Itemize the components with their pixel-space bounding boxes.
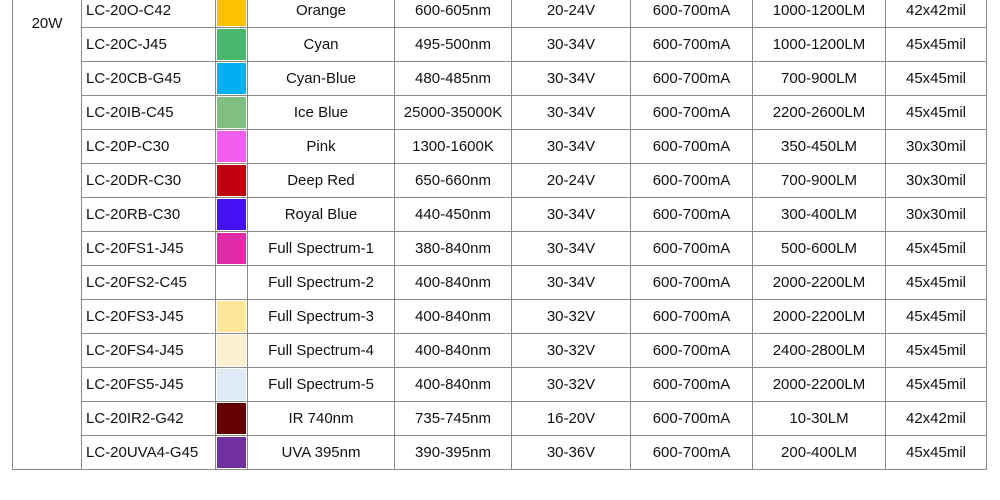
color-swatch [216, 300, 248, 334]
table-row [13, 96, 987, 130]
table-row [13, 368, 987, 402]
current-cell: 600-700mA [631, 164, 753, 198]
color-swatch [216, 334, 248, 368]
color-swatch-fill [217, 301, 246, 332]
color-name-cell: Pink [248, 130, 395, 164]
color-name-cell: Full Spectrum-3 [248, 300, 395, 334]
color-swatch [216, 368, 248, 402]
lumen-cell: 2200-2600LM [753, 96, 886, 130]
wavelength-cell: 650-660nm [395, 164, 512, 198]
lumen-cell: 2000-2200LM [753, 266, 886, 300]
table-row [13, 232, 987, 266]
model-cell: LC-20P-C30 [82, 130, 216, 164]
current-cell: 600-700mA [631, 334, 753, 368]
model-cell: LC-20FS4-J45 [82, 334, 216, 368]
chip-size-cell: 45x45mil [886, 96, 987, 130]
led-spec-table [12, 0, 987, 470]
color-swatch [216, 402, 248, 436]
color-swatch [216, 62, 248, 96]
voltage-cell: 30-34V [512, 62, 631, 96]
current-cell: 600-700mA [631, 198, 753, 232]
table-row [13, 300, 987, 334]
model-cell: LC-20UVA4-G45 [82, 436, 216, 470]
wavelength-cell: 400-840nm [395, 368, 512, 402]
model-cell: LC-20C-J45 [82, 28, 216, 62]
table-row [13, 334, 987, 368]
current-cell: 600-700mA [631, 96, 753, 130]
color-swatch [216, 266, 248, 300]
color-name-cell: Cyan [248, 28, 395, 62]
color-name-cell: Cyan-Blue [248, 62, 395, 96]
model-cell: LC-20FS5-J45 [82, 368, 216, 402]
table-row [13, 0, 987, 28]
table-row [13, 198, 987, 232]
wavelength-cell: 480-485nm [395, 62, 512, 96]
chip-size-cell: 30x30mil [886, 130, 987, 164]
color-name-cell: Full Spectrum-2 [248, 266, 395, 300]
chip-size-cell: 45x45mil [886, 334, 987, 368]
color-name-cell: Deep Red [248, 164, 395, 198]
wavelength-cell: 25000-35000K [395, 96, 512, 130]
model-cell: LC-20RB-C30 [82, 198, 216, 232]
voltage-cell: 30-34V [512, 232, 631, 266]
wavelength-cell: 400-840nm [395, 300, 512, 334]
color-swatch [216, 232, 248, 266]
color-swatch [216, 198, 248, 232]
lumen-cell: 500-600LM [753, 232, 886, 266]
chip-size-cell: 45x45mil [886, 368, 987, 402]
wavelength-cell: 390-395nm [395, 436, 512, 470]
chip-size-cell: 45x45mil [886, 266, 987, 300]
table-row [13, 402, 987, 436]
model-cell: LC-20FS3-J45 [82, 300, 216, 334]
lumen-cell: 300-400LM [753, 198, 886, 232]
lumen-cell: 2000-2200LM [753, 300, 886, 334]
color-swatch-fill [217, 233, 246, 264]
current-cell: 600-700mA [631, 130, 753, 164]
color-name-cell: UVA 395nm [248, 436, 395, 470]
voltage-cell: 30-34V [512, 266, 631, 300]
voltage-cell: 30-32V [512, 334, 631, 368]
table-row [13, 266, 987, 300]
wavelength-cell: 400-840nm [395, 334, 512, 368]
voltage-cell: 30-32V [512, 300, 631, 334]
power-rating-cell: 20W [13, 0, 82, 470]
current-cell: 600-700mA [631, 232, 753, 266]
current-cell: 600-700mA [631, 28, 753, 62]
lumen-cell: 10-30LM [753, 402, 886, 436]
model-cell: LC-20FS2-C45 [82, 266, 216, 300]
chip-size-cell: 30x30mil [886, 198, 987, 232]
color-swatch [216, 28, 248, 62]
model-cell: LC-20CB-G45 [82, 62, 216, 96]
color-swatch-fill [217, 0, 246, 26]
wavelength-cell: 495-500nm [395, 28, 512, 62]
chip-size-cell: 45x45mil [886, 300, 987, 334]
lumen-cell: 1000-1200LM [753, 0, 886, 28]
wavelength-cell: 440-450nm [395, 198, 512, 232]
color-swatch-fill [217, 437, 246, 468]
color-name-cell: Orange [248, 0, 395, 28]
lumen-cell: 2000-2200LM [753, 368, 886, 402]
color-name-cell: Full Spectrum-5 [248, 368, 395, 402]
chip-size-cell: 42x42mil [886, 402, 987, 436]
table-row [13, 164, 987, 198]
color-name-cell: Full Spectrum-1 [248, 232, 395, 266]
chip-size-cell: 45x45mil [886, 232, 987, 266]
chip-size-cell: 45x45mil [886, 436, 987, 470]
voltage-cell: 30-34V [512, 28, 631, 62]
color-swatch [216, 96, 248, 130]
chip-size-cell: 42x42mil [886, 0, 987, 28]
voltage-cell: 30-34V [512, 96, 631, 130]
current-cell: 600-700mA [631, 0, 753, 28]
lumen-cell: 200-400LM [753, 436, 886, 470]
color-swatch-fill [217, 369, 246, 400]
chip-size-cell: 45x45mil [886, 28, 987, 62]
color-name-cell: IR 740nm [248, 402, 395, 436]
model-cell: LC-20FS1-J45 [82, 232, 216, 266]
table-row [13, 28, 987, 62]
voltage-cell: 30-34V [512, 198, 631, 232]
wavelength-cell: 1300-1600K [395, 130, 512, 164]
color-swatch-fill [217, 199, 246, 230]
table-row [13, 130, 987, 164]
current-cell: 600-700mA [631, 402, 753, 436]
color-swatch-fill [217, 131, 246, 162]
current-cell: 600-700mA [631, 62, 753, 96]
color-swatch [216, 130, 248, 164]
model-cell: LC-20O-C42 [82, 0, 216, 28]
wavelength-cell: 600-605nm [395, 0, 512, 28]
current-cell: 600-700mA [631, 300, 753, 334]
model-cell: LC-20IB-C45 [82, 96, 216, 130]
chip-size-cell: 30x30mil [886, 164, 987, 198]
current-cell: 600-700mA [631, 266, 753, 300]
voltage-cell: 30-36V [512, 436, 631, 470]
color-name-cell: Royal Blue [248, 198, 395, 232]
color-name-cell: Ice Blue [248, 96, 395, 130]
color-swatch-fill [217, 63, 246, 94]
voltage-cell: 30-34V [512, 130, 631, 164]
table-row [13, 62, 987, 96]
voltage-cell: 30-32V [512, 368, 631, 402]
color-swatch [216, 436, 248, 470]
wavelength-cell: 400-840nm [395, 266, 512, 300]
color-swatch [216, 0, 248, 28]
spec-table-body [13, 0, 987, 470]
voltage-cell: 20-24V [512, 164, 631, 198]
lumen-cell: 700-900LM [753, 164, 886, 198]
lumen-cell: 350-450LM [753, 130, 886, 164]
model-cell: LC-20IR2-G42 [82, 402, 216, 436]
chip-size-cell: 45x45mil [886, 62, 987, 96]
color-name-cell: Full Spectrum-4 [248, 334, 395, 368]
voltage-cell: 16-20V [512, 402, 631, 436]
color-swatch [216, 164, 248, 198]
color-swatch-fill [217, 403, 246, 434]
color-swatch-fill [217, 29, 246, 60]
current-cell: 600-700mA [631, 436, 753, 470]
current-cell: 600-700mA [631, 368, 753, 402]
table-row [13, 436, 987, 470]
color-swatch-fill [217, 267, 246, 298]
wavelength-cell: 735-745nm [395, 402, 512, 436]
color-swatch-fill [217, 165, 246, 196]
voltage-cell: 20-24V [512, 0, 631, 28]
lumen-cell: 700-900LM [753, 62, 886, 96]
lumen-cell: 2400-2800LM [753, 334, 886, 368]
lumen-cell: 1000-1200LM [753, 28, 886, 62]
wavelength-cell: 380-840nm [395, 232, 512, 266]
color-swatch-fill [217, 335, 246, 366]
model-cell: LC-20DR-C30 [82, 164, 216, 198]
color-swatch-fill [217, 97, 246, 128]
